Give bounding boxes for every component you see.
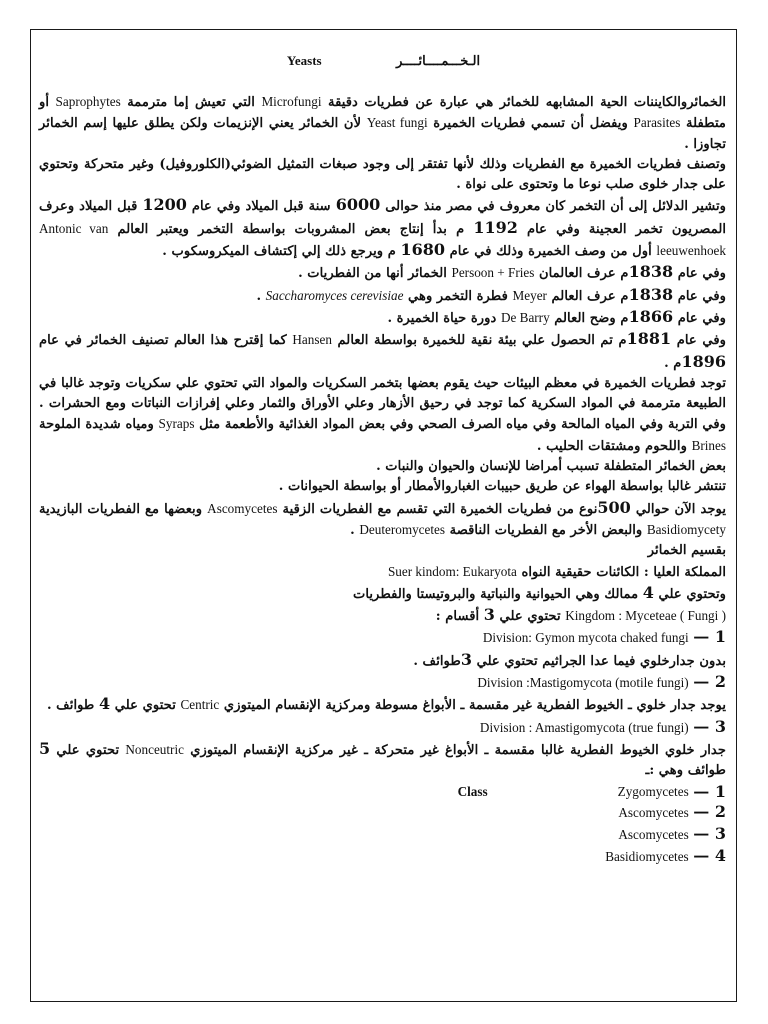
- paragraph-1838-persoon: وفي عام 1838م عرف العالمان Persoon + Fries الخمائر أنها من الفطريات .: [298, 262, 726, 282]
- division-3-desc: جدار خلوي الخيوط الفطرية غالبا مقسمة ـ الأبواغ غير متحركة ـ غير مركزية الإنقسام الميتوزي Nonceutric تحتوي علي 5 طوائف وهي :ـ: [39, 738, 726, 779]
- class-row-4: Basidiomycetes — 4: [605, 846, 726, 866]
- paragraph-parasites: بعض الخمائر المتطفلة تسبب أمراضا للإنسان والحيوان والنبات .: [376, 459, 726, 475]
- paragraph-1866: وفي عام 1866م وضح العالم De Barry دورة حياة الخميرة .: [387, 306, 726, 326]
- paragraph-kingdom-fungi: Kingdom : Myceteae ( Fungi ) تحتوي علي 3 أقسام :: [435, 605, 726, 625]
- paragraph-classification: وتصنف فطريات الخميرة مع الفطريات وذلك لأنها تفتقر إلى وجود صبغات التمثيل الضوئي(الكلوروفيل) وغير متحركة وتحتوي على جدار خلوى صلب نوعا ما وتحتوى على نواة .: [39, 156, 726, 193]
- paragraph-1838-meyer: وفي عام 1838م عرف العالم Meyer فطرة التخمر وهي Saccharomyces cerevisiae .: [256, 284, 726, 304]
- division-3: Division : Amastigomycota (true fungi) — 3: [479, 716, 726, 736]
- title-en: Yeasts: [286, 53, 322, 68]
- paragraph-habitat: توجد فطريات الخميرة في معظم البيئات حيث يقوم بعضها بتخمر السكريات والمواد التي تحتوي علي سكريات وتوجد غالبا في الطبيعة مترممة في المواد السكرية كما توجد في رحيق الأزهار وعلي الأوراق والثمار وعلي إفرازات النباتات ومع الحشرات . وفي التربة وفي المياه المالحة وفي مياه الصرف الصحي وفي بعض المواد الغذائية والأطعمة مثل Syraps ومياه شديدة الملوحة Brines واللحوم ومشتقات الحليب .: [39, 375, 726, 454]
- paragraph-classification-heading: بقسيم الخمائر: [647, 543, 726, 559]
- document-body: [39, 92, 726, 869]
- paragraph-1881: وفي عام 1881م تم الحصول علي بيئة نقية للخميرة بواسطة العالم Hansen كما إقترح هذا العالم تصنيف الخمائر في عام 1896م .: [39, 329, 726, 371]
- division-1-desc: بدون جدارخلوي فيما عدا الجراثيم تحتوي علي 3طوائف .: [413, 649, 726, 669]
- division-2-desc: يوجد جدار خلوي ـ الخيوط الفطرية غير مقسمة ـ الأبواغ مسوطة ومركزية الإنقسام الميتوزي Centric تحتوي علي 4 طوائف .: [46, 694, 726, 714]
- paragraph-species-count: يوجد الآن حوالي 500نوع من فطريات الخميرة التي تقسم مع الفطريات الزقية Ascomycetes وبعضها مع الفطريات البازيدية Basidiomycety والبعض الأخر مع الفطريات الناقصة Deuteromycetes .: [39, 497, 727, 538]
- paragraph-superkingdom: المملكة العليا : الكائنات حقيقية النواه Suer kindom: Eukaryota: [387, 563, 726, 580]
- paragraph-kingdoms: وتحتوي علي 4 ممالك وهي الحيوانية والنباتية والبروتيستا والفطريات: [352, 582, 726, 602]
- class-row-1: Class Zygomycetes — 1: [457, 781, 726, 801]
- title-ar: الـخـــمــــائــــر: [396, 54, 481, 69]
- paragraph-spread: تنتشر غالبا بواسطة الهواء عن طريق حبيبات الغباروالأمطار أو بواسطة الحيوانات .: [278, 479, 726, 495]
- class-label: Class: [457, 783, 488, 799]
- paragraph-intro: الخمائروالكايننات الحية المشابهه للخمائر هي عبارة عن فطريات دقيقة Microfungi التي تعيش إما مترممة Saprophytes أو متطفلة Parasites ويفضل أن تسمي فطريات الخميرة Yeast fungi لأن الخمائر يعني الإنزيمات ولكن يطلق عليها إسم الخمائر تجاوزا .: [39, 94, 727, 152]
- page-title: [31, 53, 736, 69]
- division-2: Division :Mastigomycota (motile fungi) — 2: [477, 672, 726, 692]
- class-row-3: Ascomycetes — 3: [618, 824, 726, 844]
- class-row-2: Ascomycetes — 2: [618, 801, 726, 821]
- paragraph-history: وتشير الدلائل إلى أن التخمر كان معروف في مصر منذ حوالى 6000 سنة قبل الميلاد وفي عام 1200 قبل الميلاد وعرف المصريون تخمر العجينة وفي عام 1192 م بدأ إنتاج بعض المشروبات بواسطة التخمر ويعتبر العالم Antonic van leeuwenhoek أول من وصف الخميرة وذلك في عام 1680 م ويرجع ذلك إلي إكتشاف الميكروسكوب .: [39, 195, 727, 260]
- document-page: [30, 29, 737, 1002]
- division-1: Division: Gymon mycota chaked fungi — 1: [482, 627, 726, 647]
